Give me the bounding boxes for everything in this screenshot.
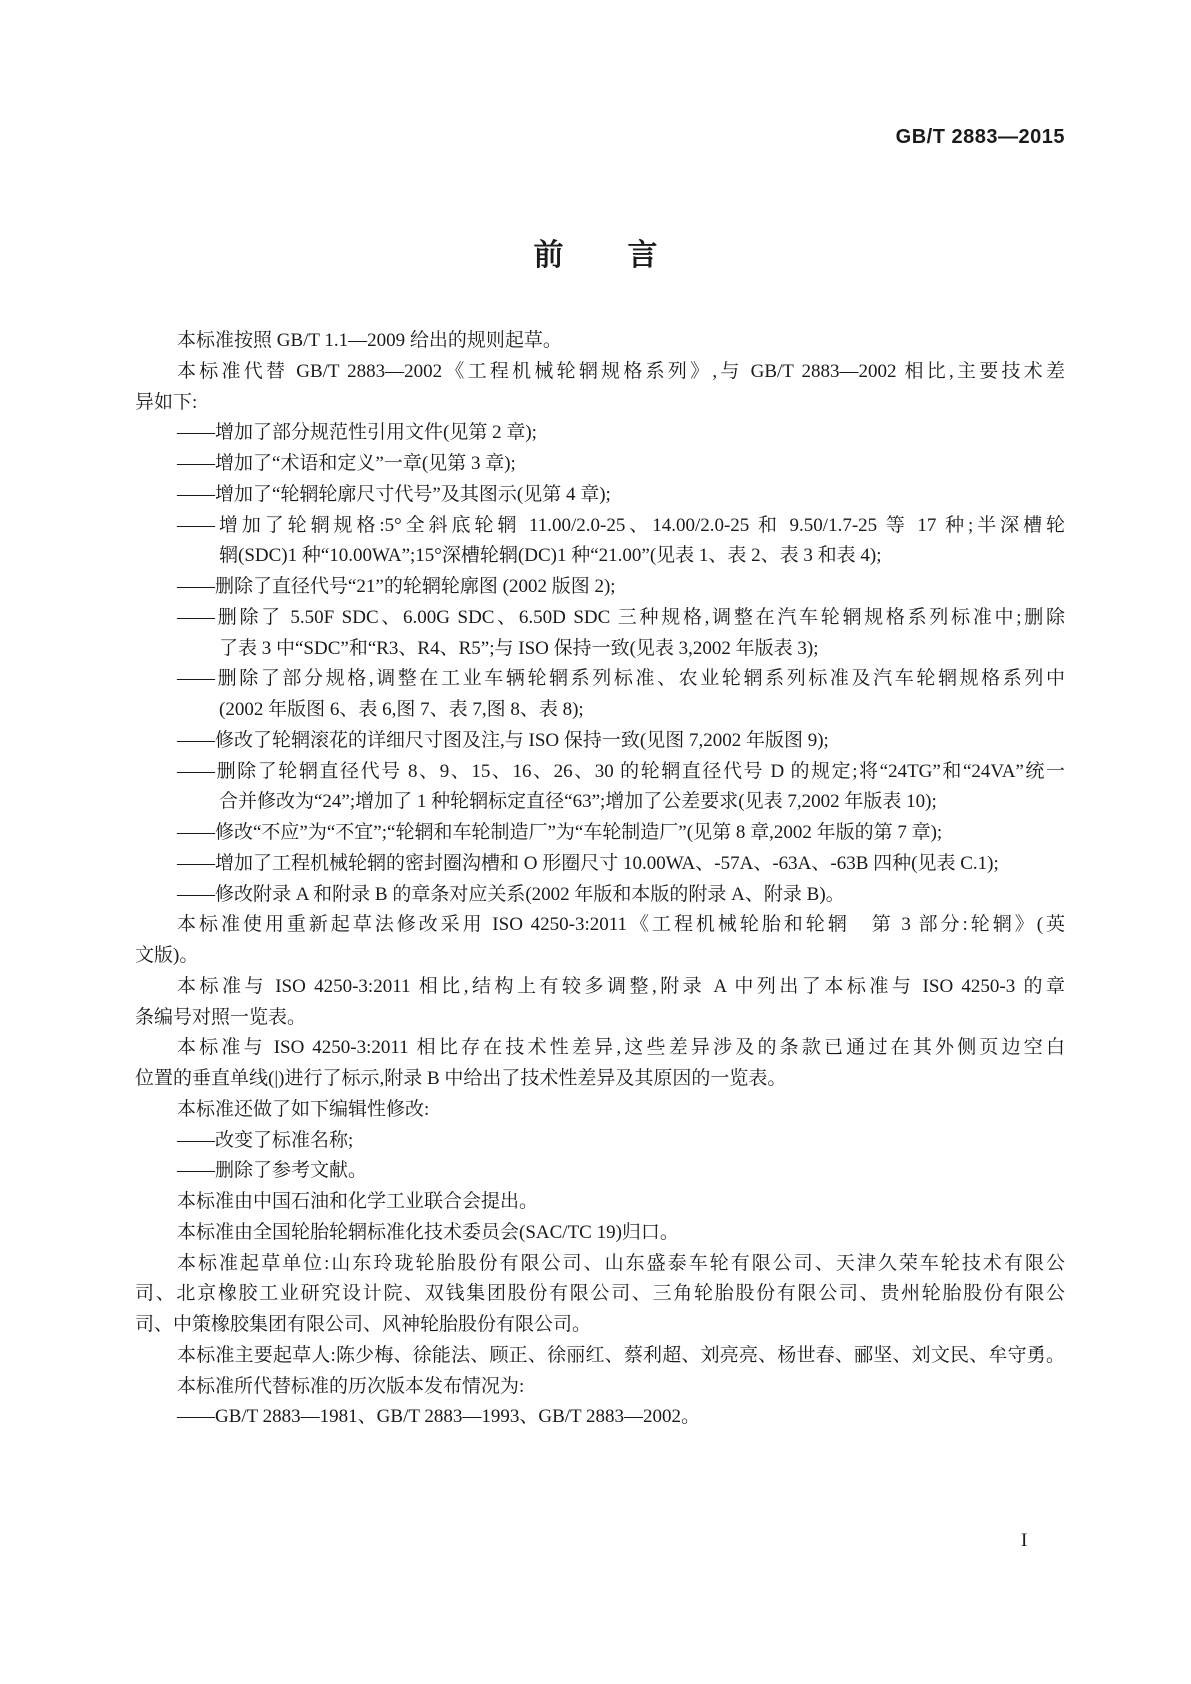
paragraph-line: 本标准使用重新起草法修改采用 ISO 4250-3:2011《工程机械轮胎和轮辋 第 3 部分:轮辋》(英 xyxy=(177,914,1065,936)
list-item-line: ——改变了标准名称; xyxy=(177,1129,354,1151)
paragraph-line: 司、中策橡胶集团有限公司、风神轮胎股份有限公司。 xyxy=(135,1314,592,1335)
paragraph-line: 本标准与 ISO 4250-3:2011 相比,结构上有较多调整,附录 A 中列出了本标准与 ISO 4250-3 的章 xyxy=(177,975,1065,997)
paragraph-line: 本标准还做了如下编辑性修改: xyxy=(177,1098,430,1120)
list-item-line: ——GB/T 2883—1981、GB/T 2883—1993、GB/T 2883—2002。 xyxy=(177,1406,701,1428)
paragraph-line: 本标准与 ISO 4250-3:2011 相比存在技术性差异,这些差异涉及的条款已通过在其外侧页边空白 xyxy=(177,1037,1065,1059)
paragraph-line: 本标准由全国轮胎轮辋标准化技术委员会(SAC/TC 19)归口。 xyxy=(177,1221,679,1243)
page-number: I xyxy=(1021,1530,1028,1551)
list-item-line: ——删除了部分规格,调整在工业车辆轮辋系列标准、农业轮辋系列标准及汽车轮辋规格系列中 xyxy=(177,668,1065,690)
list-item-line: ——删除了 5.50F SDC、6.00G SDC、6.50D SDC 三种规格,调整在汽车轮辋规格系列标准中;删除 xyxy=(177,606,1065,628)
foreword-body xyxy=(135,326,1065,1433)
list-item-line: ——增加了工程机械轮辋的密封圈沟槽和 O 形圈尺寸 10.00WA、-57A、-63A、-63B 四种(见表 C.1); xyxy=(177,852,999,874)
list-item-line: 合并修改为“24”;增加了 1 种轮辋标定直径“63”;增加了公差要求(见表 7,2002 年版表 10); xyxy=(219,791,937,813)
list-item-line: ——增加了“轮辋轮廓尺寸代号”及其图示(见第 4 章); xyxy=(177,483,611,505)
paragraph-line: 位置的垂直单线(|)进行了标示,附录 B 中给出了技术性差异及其原因的一览表。 xyxy=(135,1068,787,1089)
paragraph-line: 本标准起草单位:山东玲珑轮胎股份有限公司、山东盛泰车轮有限公司、天津久荣车轮技术有限公 xyxy=(177,1252,1065,1274)
list-item-line: 辋(SDC)1 种“10.00WA”;15°深槽轮辋(DC)1 种“21.00”(见表 1、表 2、表 3 和表 4); xyxy=(219,545,882,567)
paragraph-line: 条编号对照一览表。 xyxy=(135,1006,307,1028)
list-item-line: ——修改“不应”为“不宜”;“轮辋和车轮制造厂”为“车轮制造厂”(见第 8 章,2002 年版的第 7 章); xyxy=(177,822,943,843)
standard-number: GB/T 2883—2015 xyxy=(895,126,1065,148)
list-item-line: ——删除了参考文献。 xyxy=(177,1160,368,1182)
paragraph-line: 本标准所代替标准的历次版本发布情况为: xyxy=(177,1375,525,1397)
title-char-2: 言 xyxy=(627,238,658,273)
list-item-line: ——删除了轮辋直径代号 8、9、15、16、26、30 的轮辋直径代号 D 的规定;将“24TG”和“24VA”统一 xyxy=(177,760,1065,782)
list-item-line: ——增加了部分规范性引用文件(见第 2 章); xyxy=(177,422,537,444)
title-char-1: 前 xyxy=(533,238,564,273)
list-item-line: ——修改了轮辋滚花的详细尺寸图及注,与 ISO 保持一致(见图 7,2002 年版图 9); xyxy=(177,729,829,751)
list-item-line: ——修改附录 A 和附录 B 的章条对应关系(2002 年版和本版的附录 A、附录 B)。 xyxy=(177,883,845,905)
list-item-line: ——删除了直径代号“21”的轮辋轮廓图 (2002 版图 2); xyxy=(177,576,616,597)
list-item-line: ——增加了“术语和定义”一章(见第 3 章); xyxy=(177,453,516,474)
paragraph-line: 异如下: xyxy=(135,391,198,413)
page-title xyxy=(0,230,1191,274)
list-item-line: 了表 3 中“SDC”和“R3、R4、R5”;与 ISO 保持一致(见表 3,2002 年版表 3); xyxy=(219,637,819,659)
paragraph-line: 司、北京橡胶工业研究设计院、双钱集团股份有限公司、三角轮胎股份有限公司、贵州轮胎股份有限公 xyxy=(135,1283,1065,1305)
paragraph-line: 文版)。 xyxy=(135,945,199,966)
list-item-line: (2002 年版图 6、表 6,图 7、表 7,图 8、表 8); xyxy=(219,699,584,720)
list-item-line: ——增加了轮辋规格:5°全斜底轮辋 11.00/2.0-25、14.00/2.0-25 和 9.50/1.7-25 等 17 种;半深槽轮 xyxy=(177,514,1065,536)
paragraph-line: 本标准代替 GB/T 2883—2002《工程机械轮辋规格系列》,与 GB/T 2883—2002 相比,主要技术差 xyxy=(177,360,1065,382)
paragraph-line: 本标准按照 GB/T 1.1—2009 给出的规则起草。 xyxy=(177,330,562,351)
paragraph-line: 本标准由中国石油和化学工业联合会提出。 xyxy=(177,1191,539,1212)
paragraph-line: 本标准主要起草人:陈少梅、徐能法、顾正、徐丽红、蔡利超、刘亮亮、杨世春、郦坚、刘文民、牟守勇。 xyxy=(177,1344,1065,1366)
